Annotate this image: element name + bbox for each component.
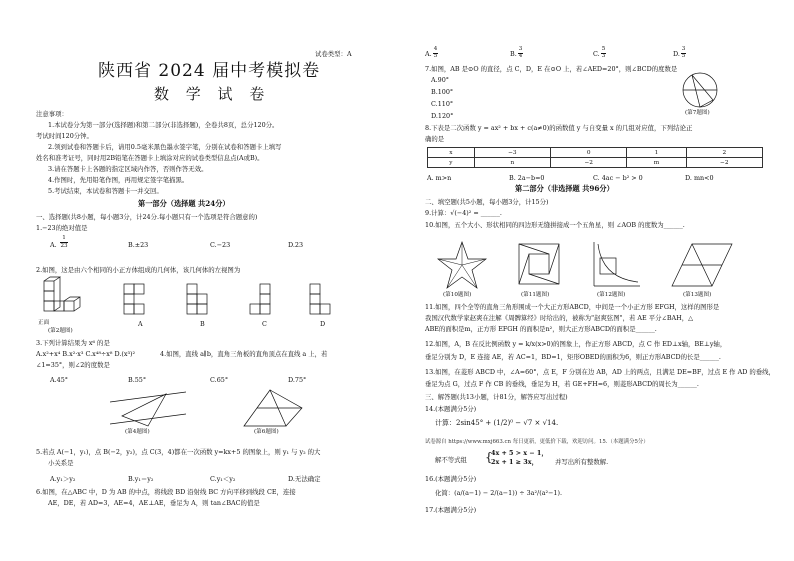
q5-option-b: B.y₁＝y₂	[128, 475, 154, 483]
q7-option-a: A.90°	[431, 76, 449, 84]
table-cell: y	[428, 158, 475, 168]
q11-square-figure	[515, 240, 565, 290]
q2-option-d-view	[308, 282, 344, 318]
q6-c-num: 5	[601, 46, 606, 52]
note-2: 2.领到试卷和答题卡后，请用0.5毫米黑色墨水签字笔，分别在试卷和答题卡上填写	[48, 143, 282, 151]
q13-rhombus-figure	[670, 240, 734, 290]
q2-front-label: 正面	[38, 320, 50, 326]
table-cell: −2	[686, 158, 762, 168]
q14-expr: 计算：2sin45° + (1/2)⁰ − √7 × √14.	[435, 419, 559, 427]
q9: 9.计算：√(−4)² = ______.	[425, 209, 502, 217]
q7-option-c: C.110°	[431, 100, 454, 108]
q15-text: 解不等式组	[435, 456, 467, 464]
q4-option-c: C.65°	[210, 376, 229, 384]
q2-option-a: A	[138, 320, 143, 328]
q13-line-1: 13.如图，在菱形 ABCD 中，∠A=60°，点 E，F 分别在边 AB，AD 上的两点，且满足 DE=BF，过点 E 作 AD 的垂线，	[425, 368, 775, 376]
table-cell: x	[428, 148, 475, 158]
fig12-label: (第12题图)	[597, 292, 626, 298]
q6-option-b: B.	[510, 50, 517, 58]
q4-option-b: B.55°	[128, 376, 147, 384]
q6-b-num: 3	[518, 46, 523, 52]
q7-circle-figure	[680, 70, 720, 110]
q6-fig-label: (第6题图)	[254, 429, 279, 435]
part1-heading: 第一部分（选择题 共24分）	[138, 199, 230, 208]
q1-stem: 1.−23的绝对值是	[36, 224, 88, 232]
table-cell: 0	[551, 148, 627, 158]
q13-line-2: 垂足为点 G，过点 F 作 CB 的垂线，垂足为 H，若 GE+FH=6，则菱形ABCD的周长为______.	[425, 380, 699, 388]
q8-option-b: B. 2a−b=0	[509, 174, 545, 182]
q1-option-d: D.23	[288, 241, 304, 249]
q7-option-b: B.100°	[431, 88, 454, 96]
fig10-label: (第10题图)	[443, 292, 472, 298]
q15-ineq-2: 2x + 1 ≥ 3x，	[491, 458, 538, 466]
q6-option-a: A.	[425, 50, 432, 58]
q5-option-c: C.y₁＜y₂	[210, 475, 236, 483]
table-cell: m	[627, 158, 686, 168]
q2-stem: 2.如图，这是由六个相同的小正方体组成的几何体，该几何体的左视图为	[36, 266, 241, 274]
q2-option-c: C	[262, 320, 267, 328]
q10: 10.如图，五个大小、形状相同的四边形无缝拼接成一个五角星，则 ∠AOB 的度数为______.	[425, 221, 685, 229]
section-3: 三、解答题(共13小题，计81分，解答应写出过程)	[425, 393, 568, 401]
q1-frac-den: 23	[60, 243, 68, 249]
table-cell: −2	[551, 158, 627, 168]
q2-option-a-view	[122, 282, 158, 318]
q5-option-a: A.y₁＞y₂	[50, 475, 76, 483]
q16-expr: 化简：(a/(a−1) − 2/(a−1)) ÷ 3a²/(a²−1).	[435, 489, 563, 497]
note-2b: 姓名和准考证号，同时用2B铅笔在答题卡上填涂对应的试卷类型信息点(A或B)。	[36, 154, 264, 162]
q14-head: 14.(本题满分5分)	[425, 405, 477, 413]
q8-option-a: A. m>n	[427, 174, 452, 182]
q6-c-den: 3	[601, 53, 606, 59]
q5-stem-b: 小关系是	[48, 459, 74, 467]
q2-fig-label: (第2题图)	[48, 328, 73, 334]
note-3: 3.请在答题卡上各题的指定区域内作答，否则作答无效。	[48, 165, 208, 173]
q4-fig-label: (第4题图)	[125, 429, 150, 435]
notes-heading: 注意事项：	[36, 110, 68, 118]
q11-line-3: ABE的面积是m，正方形 EFGH 的面积是n²，则大正方形ABCD的面积是______.	[425, 325, 657, 333]
q6-stem-b: AE，DE，若 AD=3，AE=4，AE⊥AE，垂足为 A，则 tan∠BAC的值是	[48, 499, 260, 507]
table-cell: 1	[627, 148, 686, 158]
exam-title: 陕西省 2024 届中考模拟卷	[98, 61, 321, 81]
q10-star-figure	[435, 240, 489, 290]
q6-d-den: 5	[681, 53, 686, 59]
q4-stem-b: ∠1=35°，则∠2的度数是	[36, 361, 110, 369]
paper-type: 试卷类型：A	[315, 50, 352, 58]
q15-tail: 并写出所有整数解.	[555, 458, 609, 466]
q2-option-b-view	[185, 282, 221, 318]
q1-frac-num: 1	[60, 235, 68, 243]
watermark-line: 试卷源自 https://www.mxj663.cn 每日更新，更低价下载，欢迎访问。15.（本题满分5分）	[425, 439, 649, 445]
q8-table	[427, 147, 763, 168]
fig11-label: (第11题图)	[521, 292, 550, 298]
note-4: 4.作图时，先用铅笔作图，再用规定签字笔描黑。	[48, 176, 189, 184]
q15-ineq-1: 4x + 5 > x − 1，	[491, 449, 548, 457]
q11-line-2: 我国汉代数学家赵爽在注解《周髀算经》时给出的，被称为"赵爽弦图"，若 AE 平分∠BAH，△	[425, 314, 694, 322]
table-cell: −3	[474, 148, 550, 158]
section-2: 二、填空题(共5小题，每小题3分，计15分)	[425, 198, 549, 206]
part2-heading: 第二部分（非选择题 共96分）	[515, 184, 614, 193]
q6-d-num: 3	[681, 46, 686, 52]
q1-option-a: A.	[50, 241, 57, 249]
q3-stem: 3.下列计算结果为 x⁶ 的是	[36, 339, 110, 347]
q5-option-d: D.无法确定	[288, 475, 321, 483]
q2-option-d: D	[320, 320, 326, 328]
exam-subtitle: 数 学 试 卷	[154, 85, 271, 103]
q6-figure	[240, 386, 310, 430]
note-1: 1.本试卷分为第一部分(选择题)和第二部分(非选择题)，全卷共8页，总分120分。	[48, 121, 279, 129]
q4-option-a: A.45°	[50, 376, 68, 384]
q16-head: 16.(本题满分5分)	[425, 475, 477, 483]
q6-a-den: 5	[433, 53, 438, 59]
q7-option-d: D.120°	[431, 112, 454, 120]
q12-line-2: 垂足分别为 D，E 连接 AE，若 AC=1，BD=1，矩形OBED的面积为6，则正方形ABCD的长是______.	[425, 353, 721, 361]
q1-option-c: C.−23	[210, 241, 231, 249]
q6-b-den: 4	[518, 53, 523, 59]
q17-head: 17.(本题满分5分)	[425, 506, 477, 514]
table-row	[428, 148, 763, 158]
brace-icon: {	[485, 450, 493, 464]
q8-stem-a: 8.下表是二次函数 y = ax² + bx + c(a≠0)的函数值 y 与自变量 x 的几组对应值，下列结论正	[425, 124, 693, 132]
fig13-label: (第13题图)	[683, 292, 712, 298]
section-1: 一、选择题(共8小题，每小题3分，计24分.每小题只有一个选项是符合题意的)	[36, 213, 258, 221]
q6-option-d: D.	[673, 50, 680, 58]
q7-stem: 7.如图，AB 是⊙O 的直径，点 C，D，E 在⊙O 上，若∠AED=20°，则∠BCD的度数是	[425, 65, 678, 73]
q7-fig-label: (第7题图)	[685, 110, 710, 116]
q6-a-num: 4	[433, 46, 438, 52]
table-row	[428, 158, 763, 168]
q2-option-b: B	[200, 320, 205, 328]
note-1b: 考试时间120分钟。	[36, 132, 93, 140]
q3-options: A.x²+x⁴ B.x²·x³ C.x⁴⁸÷x⁸ D.(x³)²	[36, 350, 136, 358]
q4-option-d: D.75°	[288, 376, 307, 384]
q6-option-c: C.	[593, 50, 600, 58]
q2-option-c-view	[248, 282, 284, 318]
q8-option-c: C. 4ac − b² > 0	[593, 174, 643, 182]
q8-option-d: D. mn<0	[685, 174, 714, 182]
q11-line-1: 11.如图，四个全等的直角三角形围成一个大正方形ABCD，中间是一个小正方形 EFGH，这样的图形是	[425, 303, 720, 311]
q1-option-b: B.±23	[128, 241, 149, 249]
q6-stem-a: 6.如图，在△ABC 中，D 为 AB 的中点，将线段 BD 沿射线 BC 方向平移到线段 CE，连接	[36, 488, 296, 496]
q12-graph-figure	[590, 240, 642, 290]
q12-line-1: 12.如图，A，B 在反比例函数 y = k/x(x>0)的图象上，作正方形 ABCD，点 C 作 ED⊥x轴，BE⊥y轴，	[425, 340, 727, 348]
q8-stem-b: 确的是	[425, 135, 445, 143]
table-cell: n	[474, 158, 550, 168]
right-column	[405, 0, 794, 561]
q5-stem-a: 5.若点 A(−1，y₁)，点 B(−2，y₂)，点 C(3，4)都在一次函数 y=kx+5 的图象上，则 y₁ 与 y₂ 的大	[36, 448, 321, 456]
note-5: 5.考试结束，本试卷和答题卡一并交回。	[48, 187, 163, 195]
table-cell: 2	[686, 148, 762, 158]
q4-stem-a: 4.如图，直线 a∥b，直角三角板的直角顶点在直线 a 上，若	[160, 350, 328, 358]
q4-figure	[108, 388, 188, 430]
